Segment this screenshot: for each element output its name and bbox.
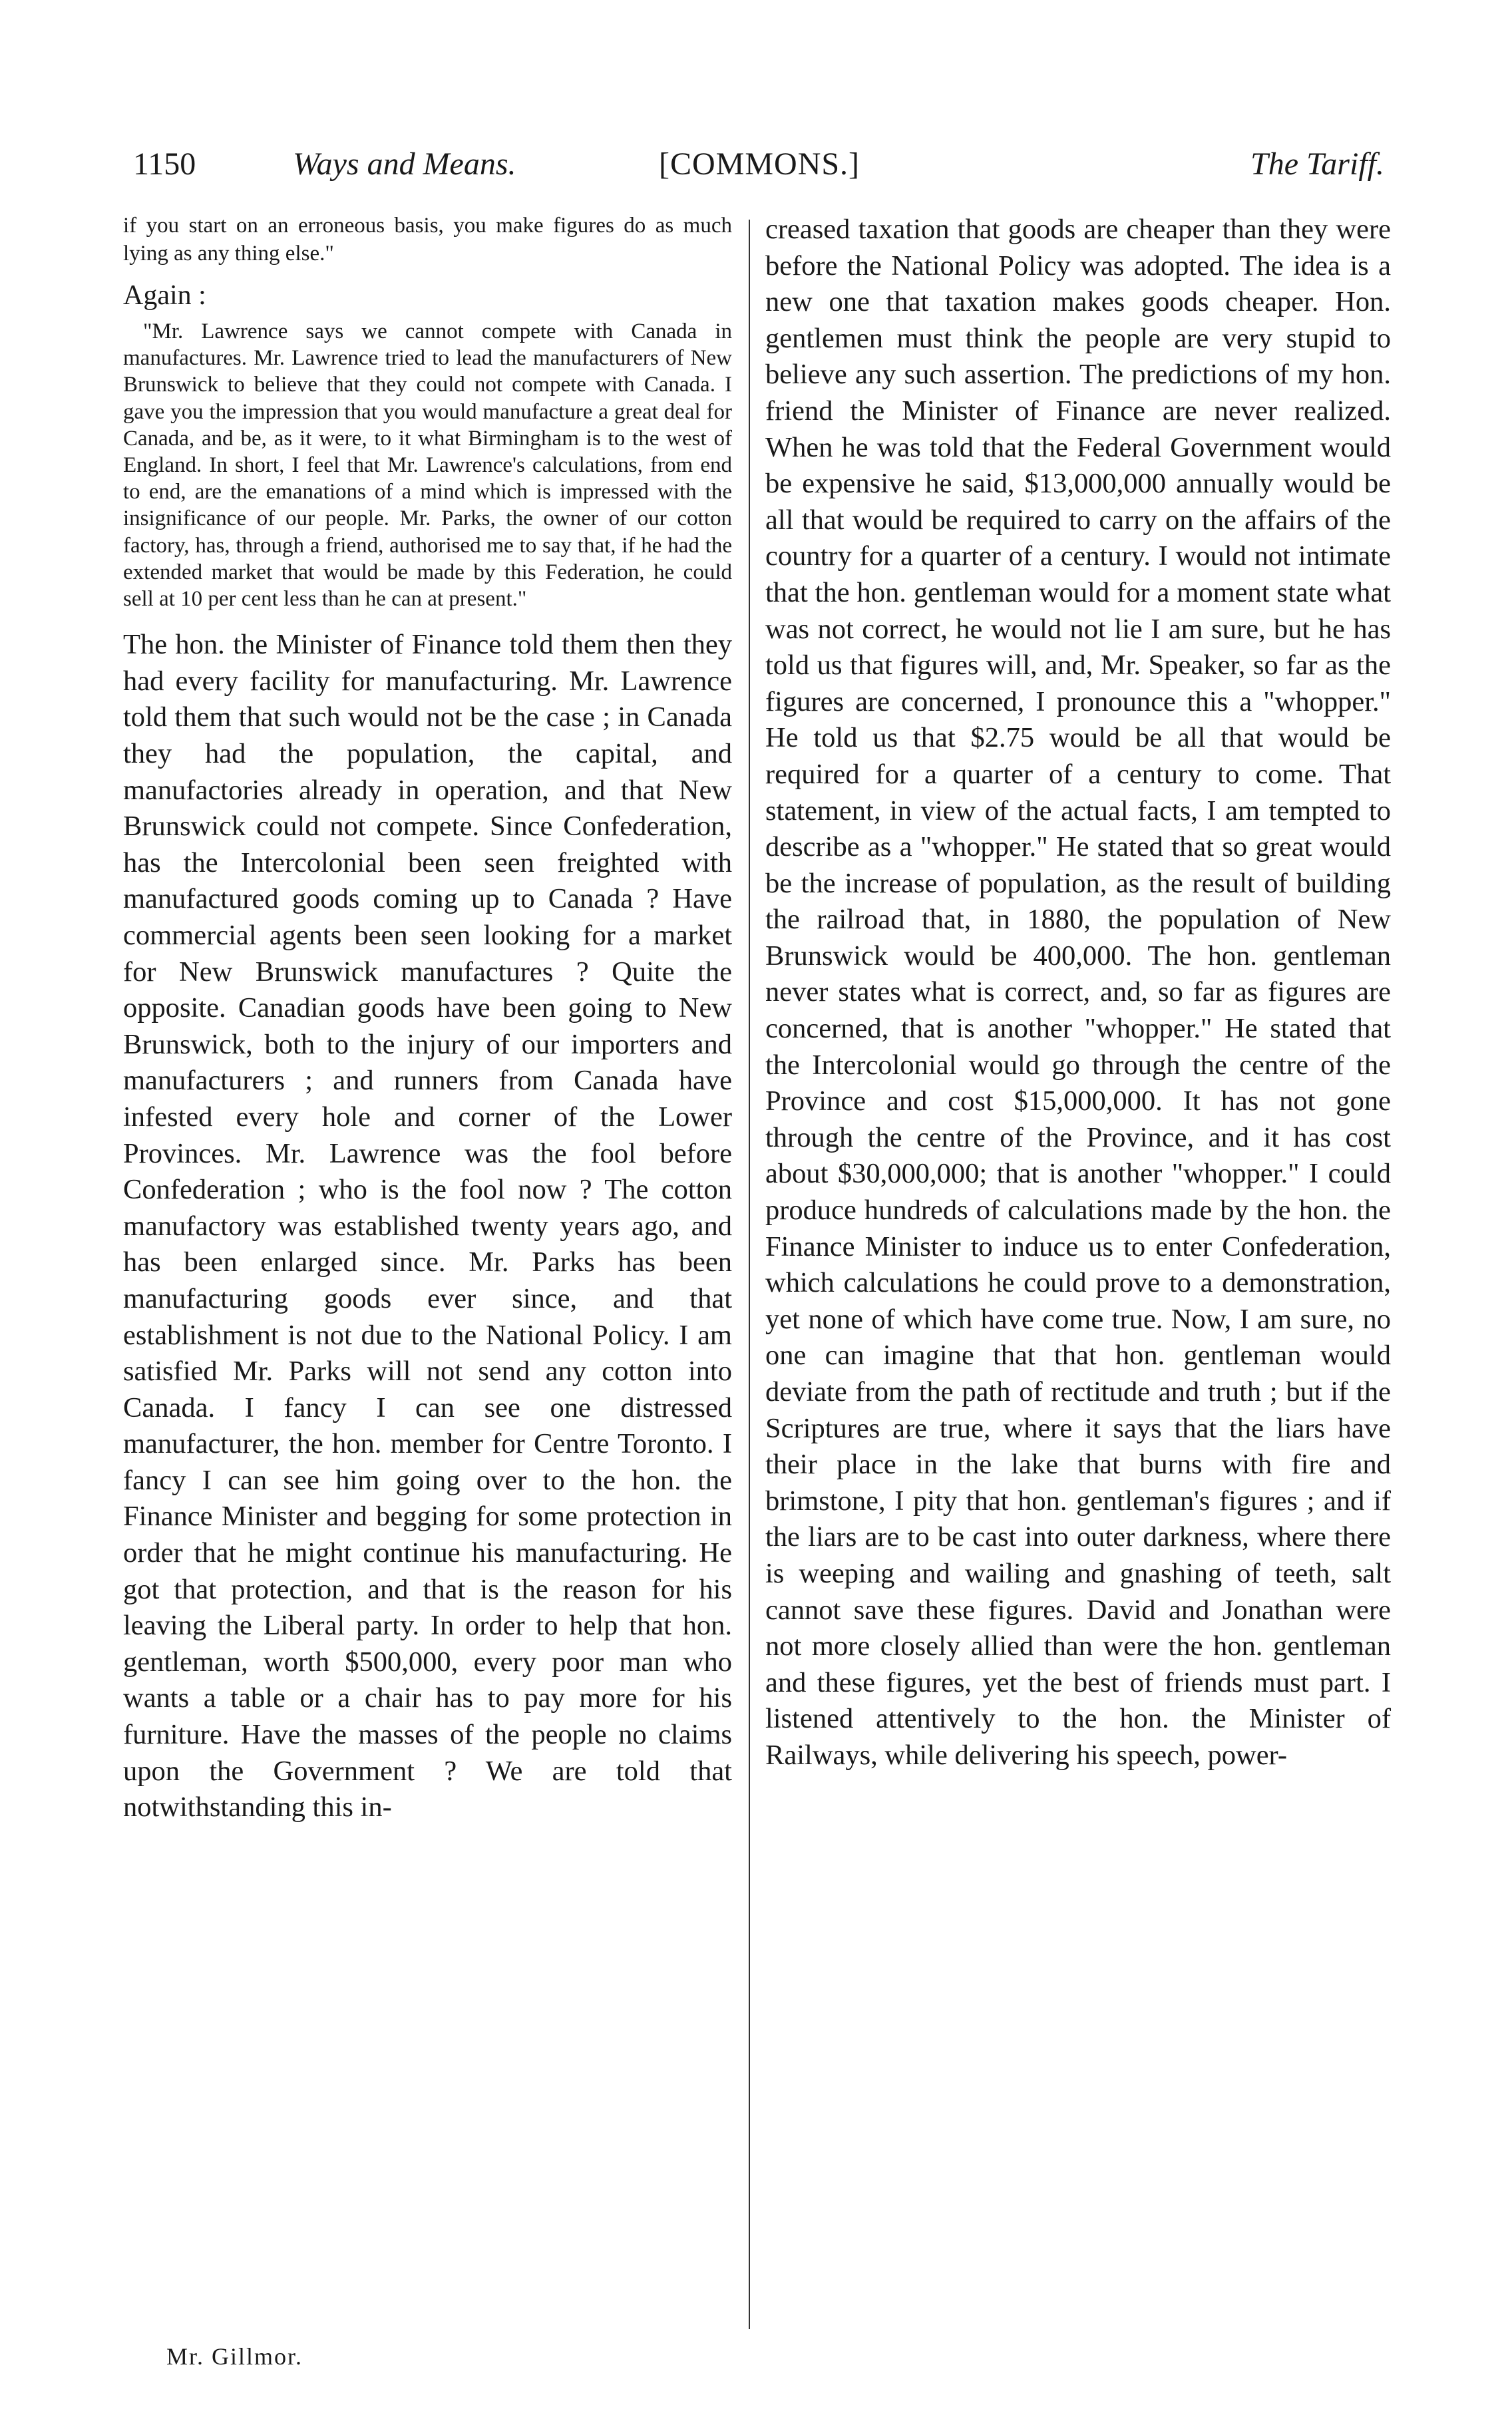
- column-divider: [749, 220, 750, 2329]
- right-column: [765, 212, 1391, 1774]
- page-number: 1150: [133, 146, 196, 182]
- left-body-paragraph: The hon. the Minister of Finance told them then they had every facility for manufacturing. Mr. Lawrence told them that such would not be the case ; in Canada they had the population, the capital, and manufactories already in operation, and that New Brunswick could not compete. Since Confederation, has the Intercolonial been seen freighted with manufactured goods coming up to Canada ? Have commercial agents been seen looking for a market for New Brunswick manufactures ? Quite the opposite. Canadian goods have been going to New Brunswick, both to the injury of our importers and manufacturers ; and runners from Canada have infested every hole and corner of the Lower Provinces. Mr. Lawrence was the fool before Confederation ; who is the fool now ? The cotton manufactory was established twenty years ago, and has been enlarged since. Mr. Parks has been manufacturing goods ever since, and that establishment is not due to the National Policy. I am satisfied Mr. Parks will not send any cotton into Canada. I fancy I can see one distressed manufacturer, the hon. member for Centre Toronto. I fancy I can see him going over to the hon. the Finance Minister and begging for some protection in order that he might continue his manufacturing. He got that protection, and that is the reason for his leaving the Liberal party. In order to help that hon. gentleman, worth $500,000, every poor man who wants a table or a chair has to pay more for his furniture. Have the masses of the people no claims upon the Government ? We are told that notwithstanding this in-: [123, 629, 732, 1823]
- right-body-paragraph: creased taxation that goods are cheaper than they were before the National Policy was adopted. The idea is a new one that taxation makes goods cheaper. Hon. gentlemen must think the people are very stupid to believe any such assertion. The predictions of my hon. friend the Minister of Finance are never realized. When he was told that the Federal Government would be expensive he said, $13,000,000 annually would be all that would be required to carry on the affairs of the country for a quarter of a century. I would not intimate that the hon. gentleman would for a moment state what was not correct, he would not lie I am sure, but he has told us that figures will, and, Mr. Speaker, so far as the figures are concerned, I pronounce this a "whopper." He told us that $2.75 would be all that would be required for a quarter of a century to come. That statement, in view of the actual facts, I am tempted to describe as a "whopper." He stated that so great would be the increase of population, as the result of building the railroad that, in 1880, the population of New Brunswick would be 400,000. The hon. gentleman never states what is correct, and, so far as figures are concerned, that is another "whopper." He stated that the Intercolonial would go through the centre of the Province and cost $15,000,000. It has not gone through the centre of the Province, and it has cost about $30,000,000; that is another "whopper." I could produce hundreds of calculations made by the hon. the Finance Minister to induce us to enter Confederation, which calculations he could prove to a demonstration, yet none of which have come true. Now, I am sure, no one can imagine that that hon. gentleman would deviate from the path of rectitude and truth ; but if the Scriptures are true, where it says that the liars have their place in the lake that burns with fire and brimstone, I pity that hon. gentleman's figures ; and if the liars are to be cast into outer darkness, where there is weeping and wailing and gnashing of teeth, salt cannot save these figures. David and Jonathan were not more closely allied than were the hon. gentleman and these figures, yet the best of friends must part. I listened attentively to the hon. the Minister of Railways, while delivering his speech, power-: [765, 214, 1391, 1771]
- block-quote: "Mr. Lawrence says we cannot compete with Canada in manufactures. Mr. Lawrence tried to lead the manufacturers of New Brunswick to believe that they could not compete with Canada. I gave you the impression that you would manufacture a great deal for Canada, and be, as it were, to it what Birmingham is to the west of England. In short, I feel that Mr. Lawrence's calculations, from end to end, are the emanations of a mind which is impressed with the insignificance of our people. Mr. Parks, the owner of our cotton factory, has, through a friend, authorised me to say that, if he had the extended market that would be made by this Federation, he could sell at 10 per cent less than he can at present.": [123, 319, 732, 612]
- opening-paragraph: if you start on an erroneous basis, you make figures do as much lying as any thing else.": [123, 214, 732, 266]
- running-title-center: [COMMONS.]: [659, 146, 860, 182]
- running-title-left: Ways and Means.: [293, 146, 516, 182]
- page-header: [133, 141, 1384, 188]
- again-label: Again :: [123, 280, 206, 311]
- left-column: [123, 212, 732, 1826]
- running-title-right: The Tariff.: [1250, 146, 1384, 182]
- speaker-footer: Mr. Gillmor.: [166, 2343, 303, 2370]
